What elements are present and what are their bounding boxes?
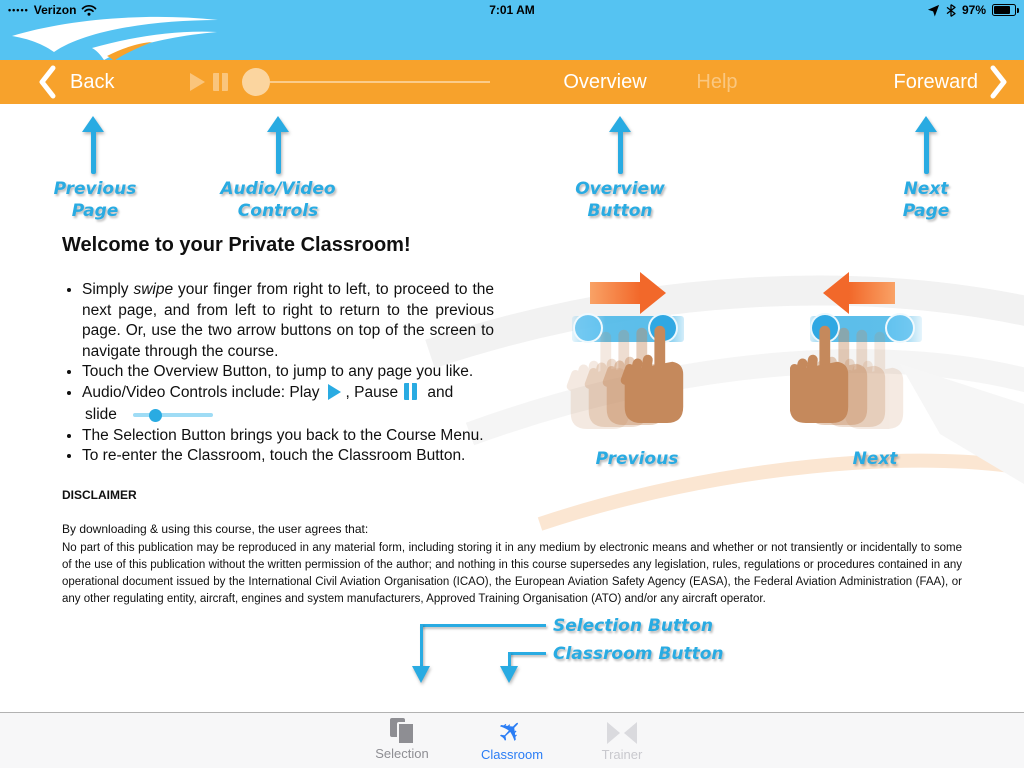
pause-icon[interactable] [213, 73, 228, 91]
list-item: • The Selection Button brings you back to the Course Menu. [82, 426, 494, 447]
callout-line-classroom [508, 652, 546, 655]
swipe-next-illustration [790, 272, 1000, 477]
callout-label-next-page: Next Page [902, 179, 950, 221]
tab-label: Trainer [601, 747, 643, 762]
callout-arrow-overview [609, 116, 631, 174]
callout-label-selection-button: Selection Button [553, 616, 713, 636]
carrier-label: Verizon [33, 3, 77, 17]
previous-gesture-label: Previous [595, 449, 679, 469]
play-icon[interactable] [190, 73, 205, 91]
trainer-bowtie-icon [607, 720, 637, 746]
play-icon [328, 384, 341, 400]
disclaimer-body: No part of this publication may be reproduced in any material form, including storing it in any medium by electronic means and whether or not transiently or incidentally to some of the use of this publication without the written permission of the author; and nothing in this course supersedes any legislation, rules, regulations or procedures contained in any operational document issued by the International Civil Aviation Organisation (ICAO), the European Aviation Safety Agency (EASA), the Federal Aviation Administration (FAA), or any other regulating entity, aircraft, engines and system manufacturers, Approved Training Organisation (ATO) and/or any aircraft operator. [62, 542, 962, 605]
tab-selection[interactable] [342, 718, 462, 761]
callout-line-selection [420, 624, 546, 627]
callout-label-previous-page: Previous Page [53, 179, 137, 221]
swipe-previous-illustration [560, 272, 770, 477]
callout-arrow-selection [412, 666, 430, 683]
callout-label-classroom-button: Classroom Button [553, 644, 724, 664]
help-button[interactable]: Help [696, 71, 738, 93]
pause-icon [404, 383, 417, 400]
tab-label: Selection [375, 746, 429, 761]
status-bar [0, 0, 1024, 20]
list-item: • Simply swipe your finger from right to left, to proceed to the next page, and from left to right to return to the previous page. Or, use the two arrow buttons on top of the screen to navigate through the course. [82, 280, 494, 362]
callout-arrow-previous-page [82, 116, 104, 174]
disclaimer-intro: By downloading & using this course, the user agrees that: [62, 522, 369, 536]
chevron-left-icon [38, 65, 56, 99]
slider-icon [133, 413, 213, 417]
back-label: Back [70, 71, 115, 93]
list-item: • Touch the Overview Button, to jump to any page you like. [82, 362, 494, 383]
hand-swipe-right-icon [560, 272, 770, 447]
chevron-right-icon [990, 65, 1008, 99]
navigation-toolbar [0, 60, 1024, 104]
overview-button[interactable]: Overview [563, 71, 647, 93]
back-button[interactable] [38, 60, 114, 104]
airplane-icon: ✈ [491, 711, 533, 753]
instruction-list [62, 280, 494, 467]
callout-arrow-next-page [915, 116, 937, 174]
page-title: Welcome to your Private Classroom! [62, 234, 411, 256]
battery-percent: 97% [961, 3, 986, 17]
forward-label: Foreward [893, 71, 978, 93]
audio-slider-track[interactable] [270, 81, 490, 83]
callout-label-overview-button: Overview Button [575, 179, 665, 221]
callout-arrow-audio-video [267, 116, 289, 174]
battery-icon [992, 4, 1016, 16]
tab-bar [0, 712, 1024, 768]
tab-label: Classroom [480, 747, 544, 762]
forward-button[interactable] [894, 60, 1008, 104]
clock: 7:01 AM [489, 3, 535, 17]
signal-dots-icon: ••••• [8, 5, 29, 15]
list-item: • To re-enter the Classroom, touch the Classroom Button. [82, 446, 494, 467]
stacked-pages-icon [388, 718, 416, 745]
location-icon [927, 4, 940, 17]
tab-classroom[interactable] [452, 711, 572, 762]
bluetooth-icon [946, 4, 956, 17]
callout-label-audio-video: Audio/Video Controls [220, 179, 336, 221]
audio-slider-knob[interactable] [242, 68, 270, 96]
emphasis-swipe: swipe [133, 281, 174, 298]
next-gesture-label: Next [852, 449, 898, 469]
hand-swipe-left-icon [790, 272, 1000, 447]
status-indicators [927, 0, 1016, 20]
list-item: • Audio/Video Controls include: Play , Pause and slide [82, 383, 494, 426]
callout-arrow-classroom [500, 666, 518, 683]
disclaimer-title: DISCLAIMER [62, 488, 137, 502]
tab-trainer[interactable] [562, 718, 682, 762]
